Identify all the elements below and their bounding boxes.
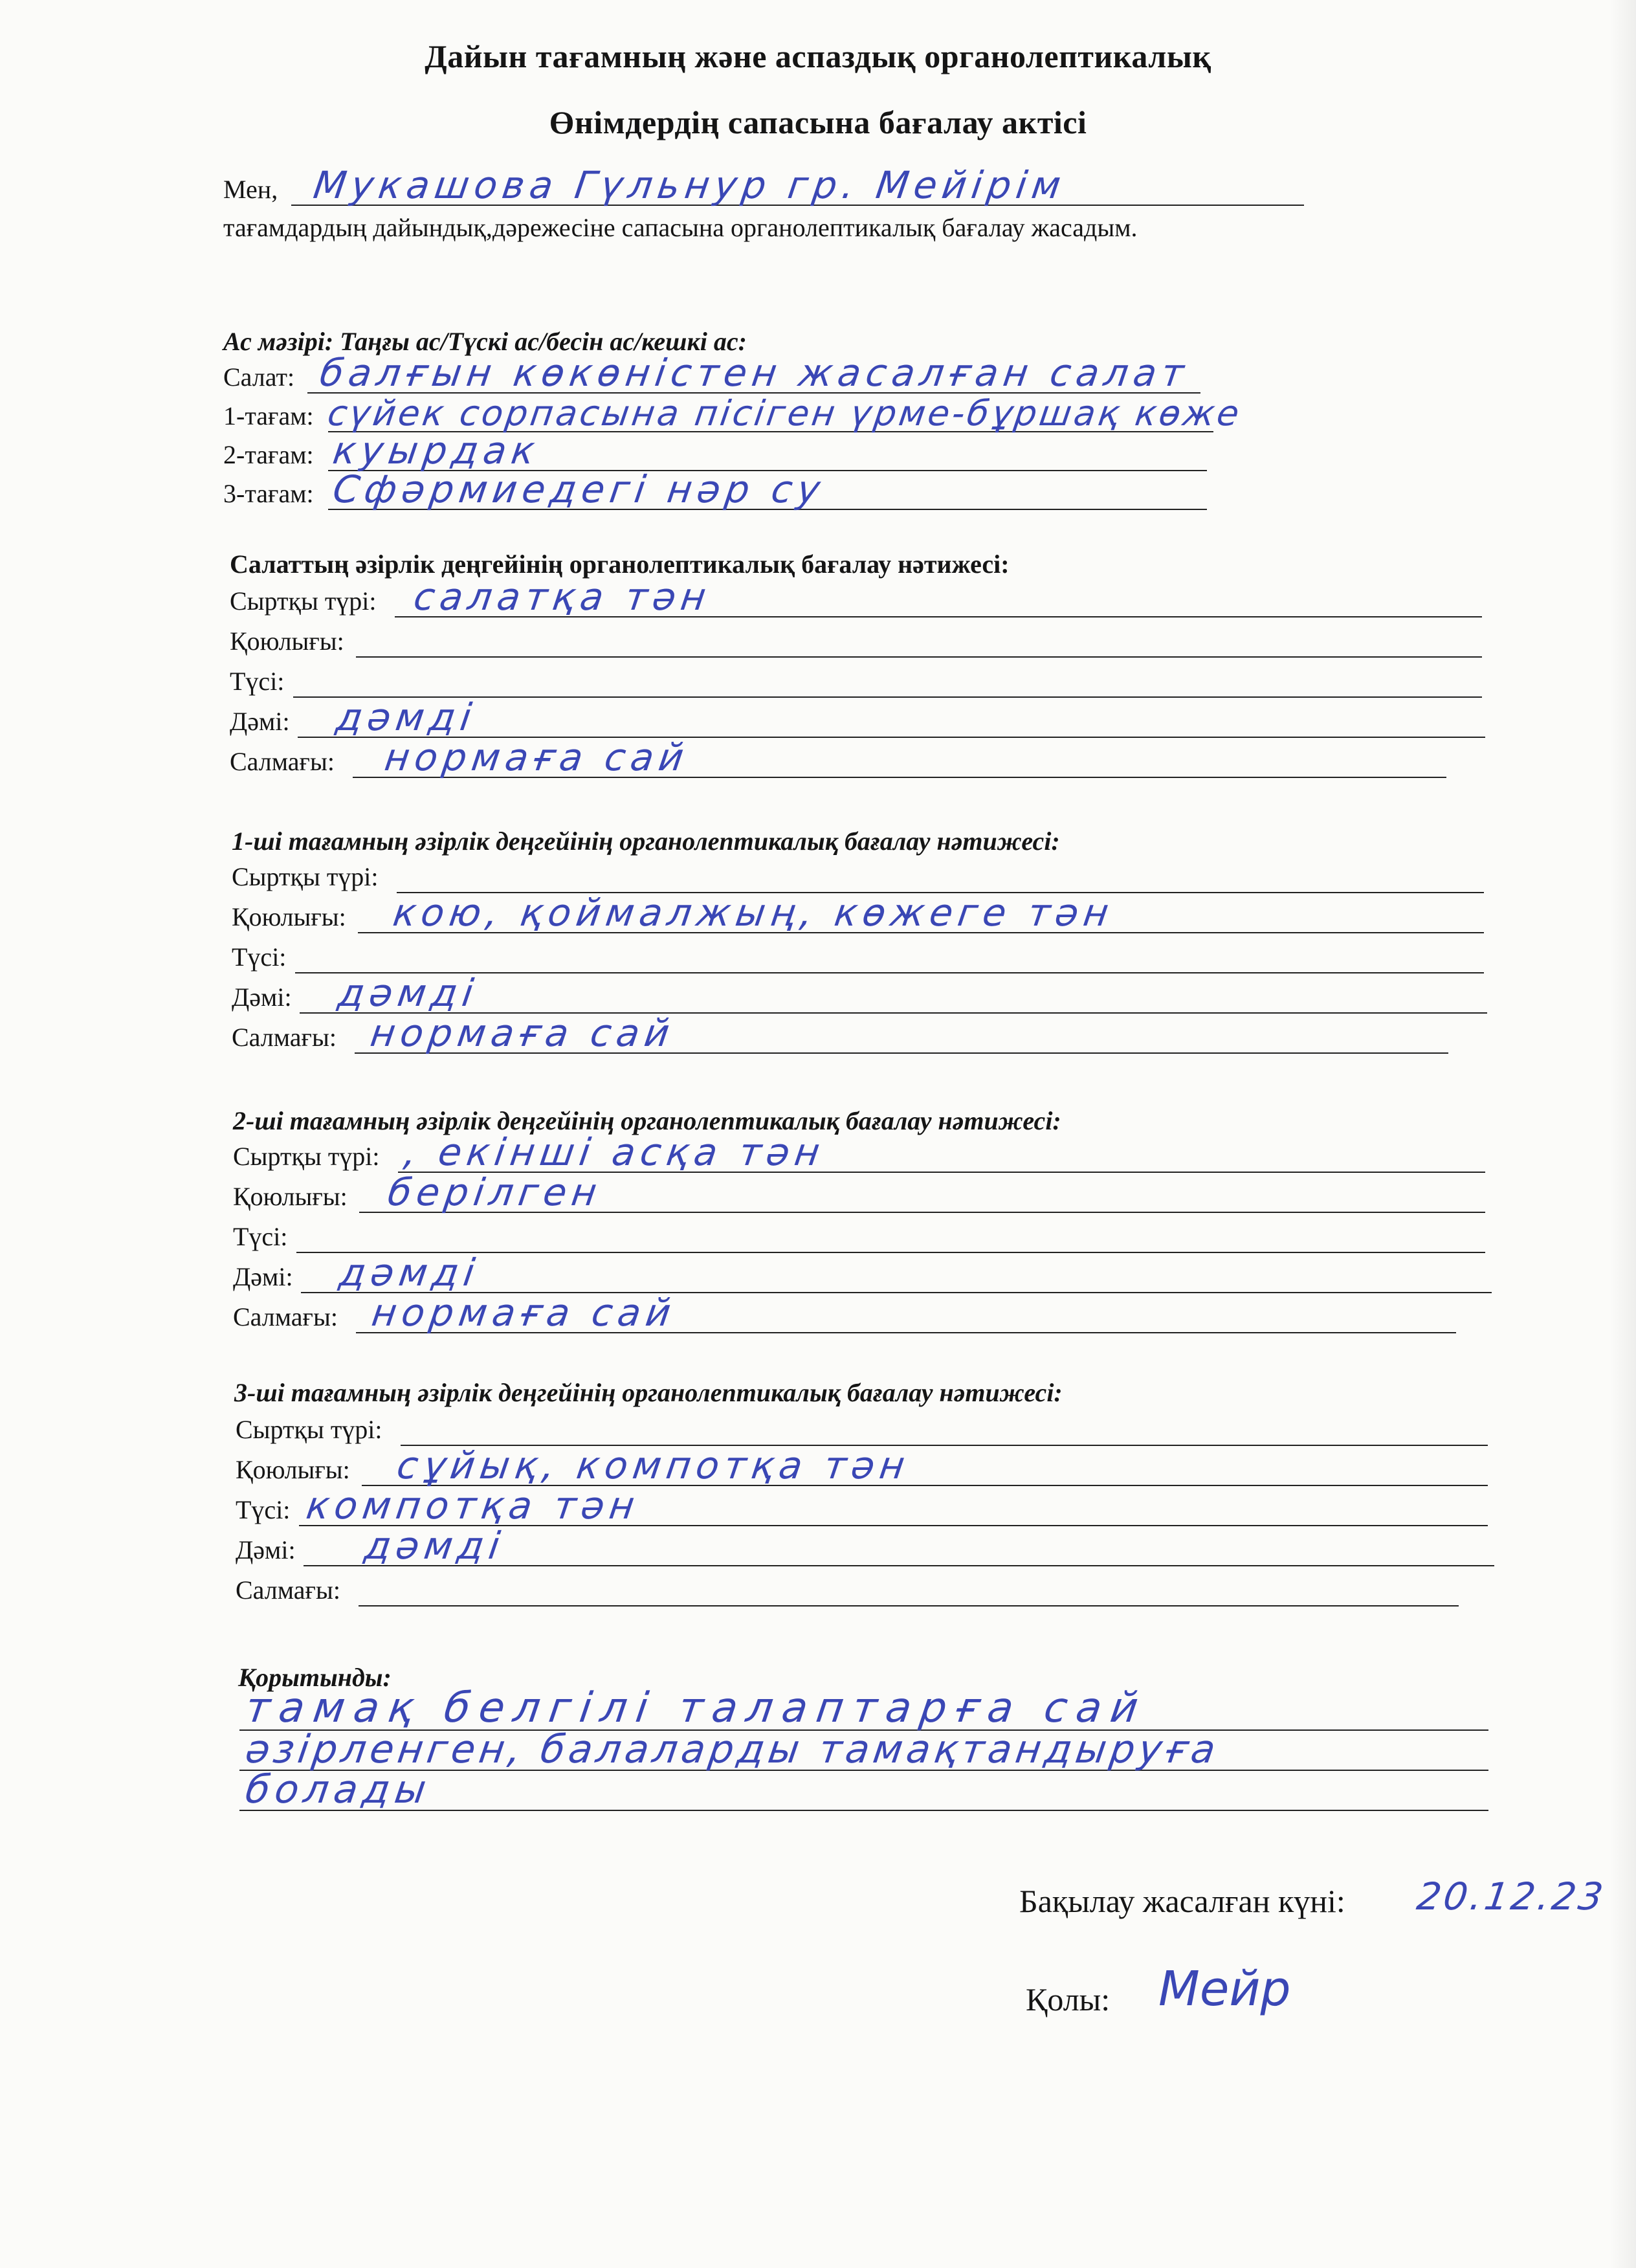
salad-eval-heading: Салаттың әзірлік деңгейінің органолептикалық бағалау нәтижесі:	[230, 550, 1010, 579]
salad-weight-value: нормаға сай	[382, 735, 692, 779]
dish3-weight-row	[236, 1572, 1459, 1610]
intro-prefix: Мен,	[223, 175, 278, 204]
menu-salad-row	[223, 351, 1200, 397]
salad-appearance-label: Сыртқы түрі:	[230, 586, 377, 616]
salad-appearance-value: салатқа тән	[411, 575, 714, 619]
conclusion-row-3	[239, 1767, 1488, 1815]
dish2-weight-label: Салмағы:	[233, 1302, 338, 1331]
dish3-color-label: Түсі:	[236, 1495, 291, 1524]
date-value: 20.12.23	[1414, 1874, 1609, 1918]
salad-weight-label: Салмағы:	[230, 747, 335, 776]
dish2-weight-row	[233, 1291, 1456, 1337]
conclusion-line-1: тамақ белгілі талаптарға сай	[242, 1684, 1151, 1732]
conclusion-heading: Қорытынды:	[238, 1663, 392, 1692]
dish2-weight-value: нормаға сай	[369, 1291, 679, 1335]
dish3-value: Сфәрмиедегі нәр су	[330, 467, 828, 511]
salad-value: балғын көкөністен жасалған салат	[317, 351, 1192, 395]
dish1-taste-label: Дәмі:	[232, 983, 292, 1012]
salad-appearance-row	[230, 575, 1482, 621]
dish3-taste-row	[236, 1524, 1494, 1570]
dish2-taste-label: Дәмі:	[233, 1262, 293, 1291]
dish1-weight-row	[232, 1011, 1448, 1058]
page-edge-shadow	[1610, 0, 1636, 2268]
dish3-taste-value: дәмді	[362, 1524, 508, 1568]
dish3-eval-heading: 3-ші тағамның әзірлік деңгейінің органолептикалық бағалау нәтижесі:	[234, 1378, 1063, 1407]
salad-label: Салат:	[223, 362, 295, 392]
dish1-consistency-label: Қоюлығы:	[232, 902, 346, 931]
dish3-consistency-value: сұйық, компотқа тән	[394, 1443, 913, 1487]
dish2-appearance-label: Сыртқы түрі:	[233, 1142, 380, 1171]
dish1-consistency-value: кою, қоймалжың, көжеге тән	[390, 891, 1117, 935]
intro-sentence: тағамдардың дайындық,дәрежесіне сапасына органолептикалық бағалау жасадым.	[223, 213, 1138, 242]
dish1-color-label: Түсі:	[232, 942, 287, 972]
dish2-consistency-value: берілген	[385, 1170, 605, 1214]
handwritten-name: Мукашова Гүльнур гр. Мейірім	[311, 163, 1069, 207]
dish2-value: куырдак	[330, 428, 543, 472]
dish2-appearance-value: , екінші асқа тән	[401, 1130, 828, 1174]
dish2-color-label: Түсі:	[233, 1222, 288, 1251]
dish1-weight-label: Салмағы:	[232, 1023, 337, 1052]
title-line-2: Өнімдердің сапасына бағалау актісі	[549, 104, 1087, 140]
dish1-weight-value: нормаға сай	[368, 1011, 678, 1055]
dish2-consistency-row	[233, 1170, 1485, 1217]
salad-consistency-label: Қоюлығы:	[230, 627, 344, 656]
salad-consistency-underline	[356, 656, 1482, 658]
dish1-label: 1-тағам:	[223, 401, 314, 430]
date-label: Бақылау жасалған күні:	[1019, 1883, 1345, 1919]
dish3-weight-label: Салмағы:	[236, 1575, 340, 1605]
menu-heading: Ас мәзірі: Таңғы ас/Түскі ас/бесін ас/кешкі ас:	[223, 327, 747, 356]
signature-label: Қолы:	[1026, 1981, 1111, 2018]
menu-dish3-row	[223, 467, 1207, 514]
salad-color-label: Түсі:	[230, 667, 285, 696]
dish2-consistency-label: Қоюлығы:	[233, 1182, 348, 1211]
conclusion-line-2: әзірленген, балаларды тамақтандыруға	[243, 1727, 1222, 1772]
dish1-appearance-label: Сыртқы түрі:	[232, 862, 379, 891]
dish2-label: 2-тағам:	[223, 440, 314, 469]
dish3-taste-label: Дәмі:	[236, 1535, 296, 1564]
dish3-label: 3-тағам:	[223, 479, 314, 508]
dish2-taste-value: дәмді	[337, 1251, 483, 1295]
dish1-consistency-row	[232, 891, 1484, 937]
signature: Мейр	[1158, 1961, 1291, 2017]
salad-taste-value: дәмді	[333, 695, 480, 739]
conclusion-line-3: болады	[243, 1767, 434, 1812]
dish3-appearance-label: Сыртқы түрі:	[236, 1415, 382, 1444]
salad-taste-label: Дәмі:	[230, 707, 290, 736]
dish1-taste-value: дәмді	[335, 971, 481, 1015]
dish1-value: сүйек сорпасына пісіген үрме-бұршақ көже	[325, 393, 1244, 434]
dish1-eval-heading: 1-ші тағамның әзірлік деңгейінің органолептикалық бағалау нәтижесі:	[232, 827, 1060, 856]
dish2-eval-heading: 2-ші тағамның әзірлік деңгейінің органолептикалық бағалау нәтижесі:	[233, 1106, 1061, 1135]
dish3-color-value: компотқа тән	[304, 1484, 643, 1528]
dish3-consistency-label: Қоюлығы:	[236, 1455, 350, 1484]
intro-name-row	[223, 163, 1304, 210]
title-line-1: Дайын тағамның және аспаздық органолептикалық	[425, 38, 1211, 74]
dish3-weight-underline	[359, 1605, 1459, 1606]
salad-consistency-row	[230, 623, 1482, 662]
salad-weight-row	[230, 735, 1446, 782]
